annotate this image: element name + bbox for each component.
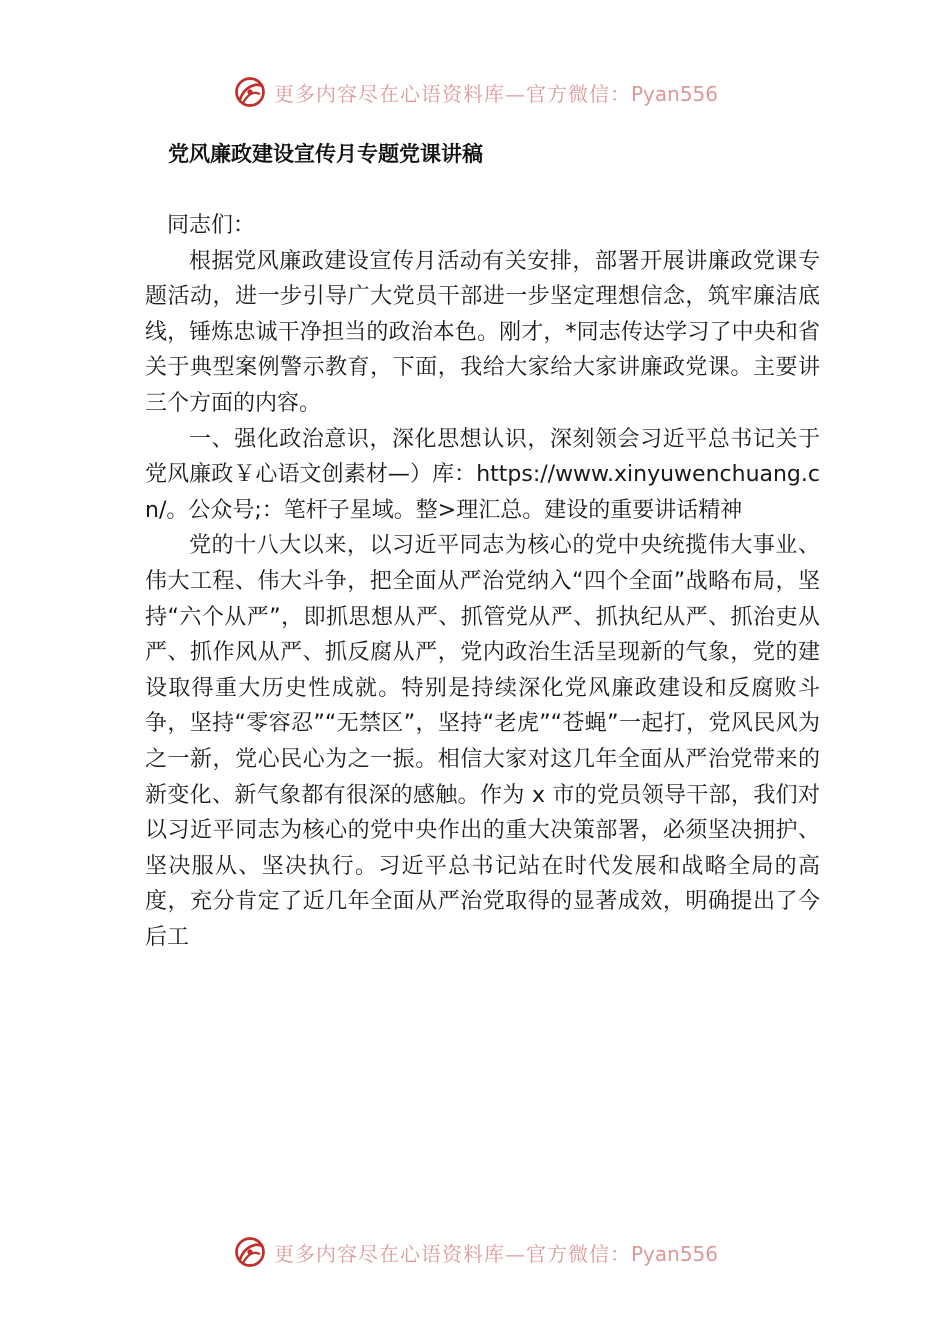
footer-banner [0, 1230, 950, 1274]
greeting: 同志们： [167, 213, 256, 238]
banner-wechat-id: Pyan556 [630, 81, 718, 106]
swirl-logo-icon [232, 74, 268, 110]
paragraph-intro: 根据党风廉政建设宣传月活动有关安排，部署开展讲廉政党课专题活动，进一步引导广大党员干部进一步坚定理想信念，筑牢廉洁底线，锤炼忠诚干净担当的政治本色。刚才，*同志传达学习了中央和省关于典型案例警示教育，下面，我给大家给大家讲廉政党课。主要讲三个方面的内容。 [145, 248, 820, 416]
document-title: 党风廉政建设宣传月专题党课讲稿 [168, 142, 483, 166]
swirl-logo-icon [232, 1234, 268, 1270]
document-body [145, 208, 820, 955]
paragraph-body: 党的十八大以来，以习近平同志为核心的党中央统揽伟大事业、伟大工程、伟大斗争，把全面从严治党纳入“四个全面”战略布局，坚持“六个从严”，即抓思想从严、抓管党从严、抓执纪从严、抓治吏从严、抓作风从严、抓反腐从严，党内政治生活呈现新的气象，党的建设取得重大历史性成就。特别是持续深化党风廉政建设和反腐败斗争，坚持“零容忍”“无禁区”，坚持“老虎”“苍蝇”一起打，党风民风为之一新，党心民心为之一振。相信大家对这几年全面从严治党带来的新变化、新气象都有很深的感触。作为 x 市的党员领导干部，我们对以习近平同志为核心的党中央作出的重大决策部署，必须坚决拥护、坚决服从、坚决执行。习近平总书记站在时代发展和战略全局的高度，充分肯定了近几年全面从严治党取得的显著成效，明确提出了今后工 [145, 533, 820, 950]
paragraph-section-heading: 一、强化政治意识，深化思想认识，深刻领会习近平总书记关于党风廉政￥心语文创素材—）库：https://www.xinyuwenchuang.cn/。公众号;：笔杆子星域。整>理汇总。建设的重要讲话精神 [145, 426, 820, 523]
banner-wechat-id: Pyan556 [630, 1241, 718, 1266]
banner-text: 更多内容尽在心语资料库—官方微信：Pyan556 [273, 1241, 718, 1266]
banner-text: 更多内容尽在心语资料库—官方微信：Pyan556 [273, 81, 718, 106]
header-banner [0, 70, 950, 114]
